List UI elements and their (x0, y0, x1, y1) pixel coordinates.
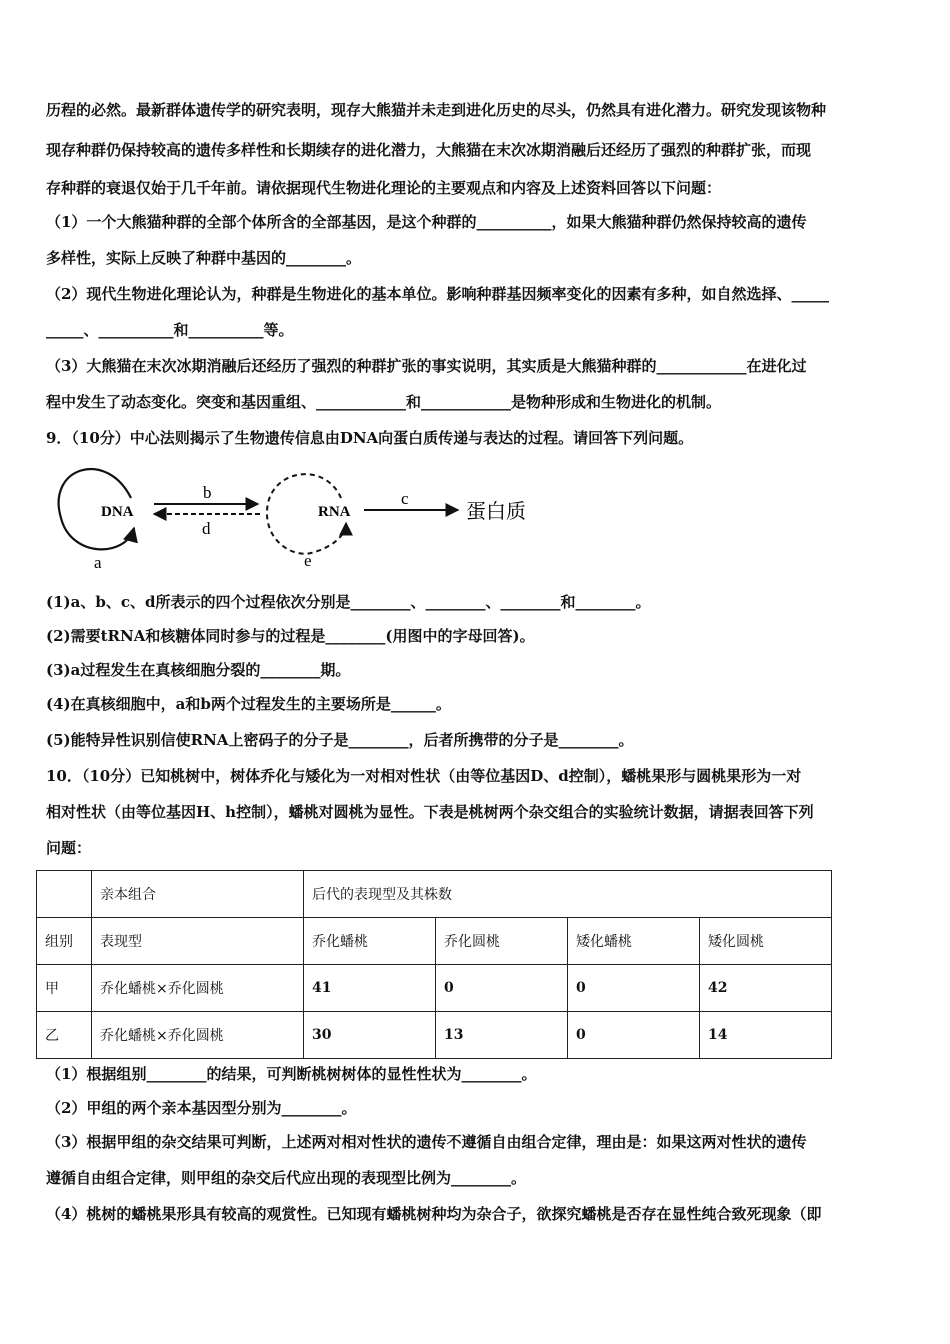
paragraph-line: 程中发生了动态变化。突变和基因重组、____________和____________是物种形成和生物进化的机制。 (46, 393, 722, 411)
cross-cell: 乔化蟠桃×乔化圆桃 (92, 1012, 304, 1059)
col-header: 乔化圆桃 (436, 918, 568, 965)
question-1: （1）一个大熊猫种群的全部个体所含的全部基因，是这个种群的__________，如果大熊猫种群仍然保持较高的遗传 (46, 213, 807, 231)
question-3: （3）大熊猫在末次冰期消融后还经历了强烈的种群扩张的事实说明，其实质是大熊猫种群的____________在进化过 (46, 357, 807, 375)
phenotype-header: 表现型 (92, 918, 304, 965)
value-cell: 41 (304, 965, 436, 1012)
q9-sub-5: (5)能特异性识别信使RNA上密码子的分子是________，后者所携带的分子是________。 (46, 731, 634, 749)
group-header: 组别 (37, 918, 92, 965)
paragraph-line: 多样性，实际上反映了种群中基因的________。 (46, 249, 362, 267)
table-row (37, 965, 832, 1012)
col-header: 矮化蟠桃 (568, 918, 700, 965)
q10-sub-4: （4）桃树的蟠桃果形具有较高的观赏性。已知现有蟠桃树种均为杂合子，欲探究蟠桃是否存在显性纯合致死现象（即 (46, 1205, 822, 1223)
paragraph-line: _____、__________和__________等。 (46, 321, 294, 339)
q9-sub-4: (4)在真核细胞中，a和b两个过程发生的主要场所是______。 (46, 695, 451, 713)
value-cell: 0 (568, 965, 700, 1012)
table-row (37, 918, 832, 965)
central-dogma-diagram (46, 458, 566, 580)
q9-sub-2: (2)需要tRNA和核糖体同时参与的过程是________(用图中的字母回答)。 (46, 627, 535, 645)
paragraph-line: 相对性状（由等位基因H、h控制），蟠桃对圆桃为显性。下表是桃树两个杂交组合的实验统计数据，请据表回答下列 (46, 803, 814, 821)
protein-label: 蛋白质 (466, 499, 526, 523)
cross-cell: 乔化蟠桃×乔化圆桃 (92, 965, 304, 1012)
offspring-header: 后代的表现型及其株数 (304, 871, 832, 918)
value-cell: 14 (700, 1012, 832, 1059)
paragraph-line: 问题： (46, 839, 92, 857)
q9-sub-1: (1)a、b、c、d所表示的四个过程依次分别是________、________、________和________。 (46, 593, 651, 611)
q10-sub-1: （1）根据组别________的结果，可判断桃树树体的显性性状为________。 (46, 1065, 537, 1083)
paragraph-line: 现存种群仍保持较高的遗传多样性和长期续存的进化潜力，大熊猫在末次冰期消融后还经历了强烈的种群扩张，而现 (46, 141, 812, 159)
q9-sub-3: (3)a过程发生在真核细胞分裂的________期。 (46, 661, 351, 679)
col-header: 矮化圆桃 (700, 918, 832, 965)
paragraph-line: 历程的必然。最新群体遗传学的研究表明，现存大熊猫并未走到进化历史的尽头，仍然具有进化潜力。研究发现该物种 (46, 101, 827, 119)
q10-sub-3: （3）根据甲组的杂交结果可判断，上述两对相对性状的遗传不遵循自由组合定律，理由是：如果这两对性状的遗传 (46, 1133, 807, 1151)
question-9-title: 9．（10分）中心法则揭示了生物遗传信息由DNA向蛋白质传递与表达的过程。请回答下列问题。 (46, 429, 694, 447)
col-header: 乔化蟠桃 (304, 918, 436, 965)
value-cell: 0 (436, 965, 568, 1012)
q10-sub-2: （2）甲组的两个亲本基因型分别为________。 (46, 1099, 357, 1117)
rna-label: RNA (318, 504, 351, 520)
label-d: d (202, 519, 211, 538)
label-c: c (401, 489, 409, 508)
table-row (37, 871, 832, 918)
question-2: （2）现代生物进化理论认为，种群是生物进化的基本单位。影响种群基因频率变化的因素有多种，如自然选择、_____ (46, 285, 829, 303)
label-a: a (94, 553, 102, 572)
value-cell: 30 (304, 1012, 436, 1059)
value-cell: 13 (436, 1012, 568, 1059)
question-10-title: 10．（10分）已知桃树中，树体乔化与矮化为一对相对性状（由等位基因D、d控制），蟠桃果形与圆桃果形为一对 (46, 767, 802, 785)
cross-data-table (36, 870, 832, 1059)
paragraph-line: 遵循自由组合定律，则甲组的杂交后代应出现的表现型比例为________。 (46, 1169, 527, 1187)
group-cell: 乙 (37, 1012, 92, 1059)
value-cell: 0 (568, 1012, 700, 1059)
paragraph-line: 存种群的衰退仅始于几千年前。请依据现代生物进化理论的主要观点和内容及上述资料回答以下问题： (46, 179, 722, 197)
table-row (37, 1012, 832, 1059)
group-cell: 甲 (37, 965, 92, 1012)
value-cell: 42 (700, 965, 832, 1012)
label-b: b (203, 483, 212, 502)
label-e: e (304, 551, 312, 570)
dna-label: DNA (101, 504, 134, 520)
parent-header: 亲本组合 (92, 871, 304, 918)
